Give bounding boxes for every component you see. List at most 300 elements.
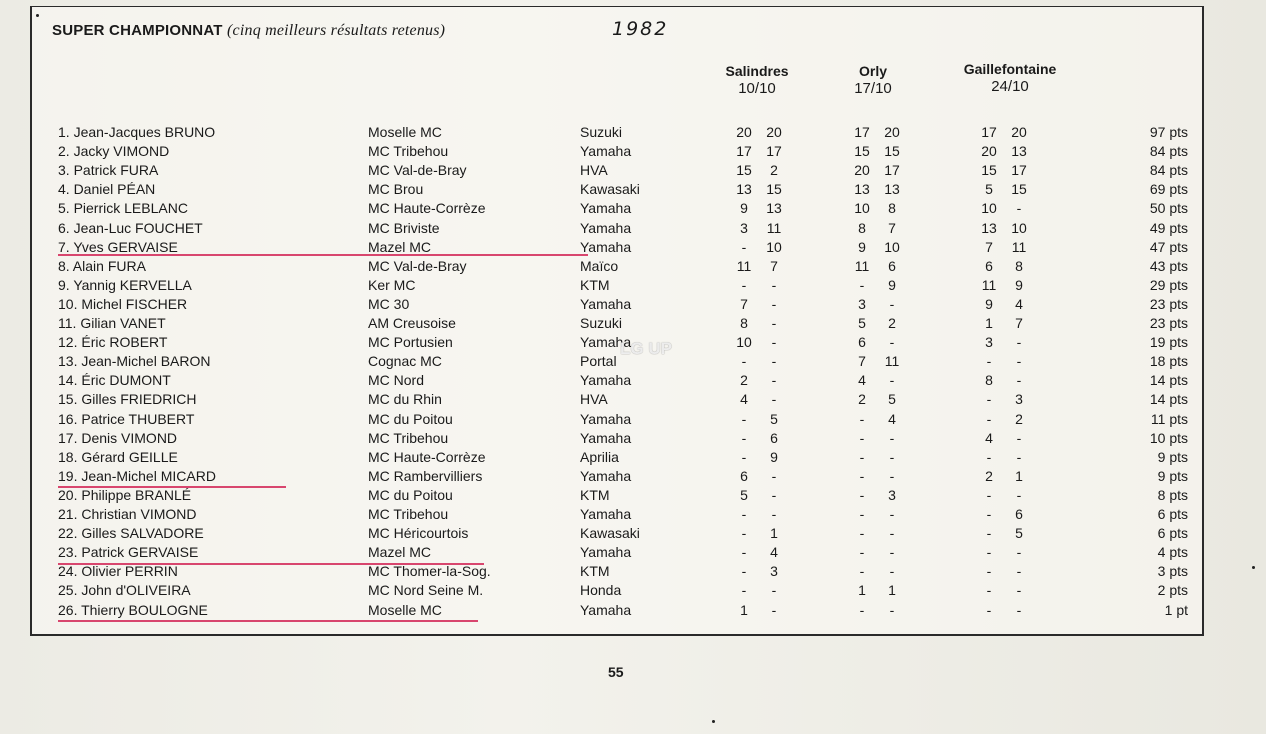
motorcycle-make: Yamaha — [580, 372, 632, 389]
table-row — [0, 220, 1266, 239]
total-points: 1 pt — [1164, 601, 1188, 618]
salindres-heat-1: - — [741, 525, 747, 542]
motorcycle-make: Yamaha — [580, 334, 632, 351]
club-name: Mazel MC — [368, 544, 432, 561]
salindres-heat-1: 11 — [736, 257, 752, 274]
total-points: 47 pts — [1149, 238, 1188, 255]
orly-heat-1: 1 — [858, 582, 866, 599]
salindres-heat-1: 8 — [740, 315, 748, 331]
highlight-underline — [58, 254, 588, 256]
orly-heat-1: 20 — [854, 162, 870, 179]
orly-heat-2: 2 — [888, 315, 896, 331]
motorcycle-make: Yamaha — [580, 410, 632, 427]
print-speck — [712, 720, 715, 723]
rider-name: 3. Patrick FURA — [58, 162, 159, 179]
salindres-heat-1: 13 — [736, 181, 752, 198]
salindres-heat-1: - — [741, 582, 747, 599]
rider-name: 1. Jean-Jacques BRUNO — [58, 124, 216, 140]
salindres-heat-2: 9 — [770, 448, 778, 465]
gaillefontaine-heat-2: 5 — [1015, 525, 1023, 542]
gaillefontaine-heat-2: 3 — [1015, 391, 1023, 408]
orly-heat-1: 5 — [858, 315, 866, 331]
salindres-heat-1: - — [741, 448, 747, 465]
gaillefontaine-heat-2: 20 — [1011, 124, 1027, 140]
club-name: MC Tribehou — [368, 506, 449, 522]
gaillefontaine-heat-2: 13 — [1011, 143, 1027, 160]
orly-heat-2: - — [889, 334, 895, 351]
orly-heat-1: 17 — [854, 124, 870, 140]
gaillefontaine-heat-2: 7 — [1015, 315, 1023, 331]
orly-heat-1: 2 — [858, 391, 866, 408]
total-points: 50 pts — [1149, 200, 1188, 217]
gaillefontaine-heat-1: - — [986, 448, 992, 465]
rider-name: 18. Gérard GEILLE — [58, 448, 178, 465]
table-row — [0, 411, 1266, 430]
salindres-heat-2: 3 — [770, 563, 778, 580]
rider-name: 17. Denis VIMOND — [58, 429, 178, 446]
club-name: MC Brou — [368, 181, 424, 198]
club-name: Mazel MC — [368, 238, 432, 255]
motorcycle-make: Yamaha — [580, 200, 632, 217]
orly-heat-2: - — [889, 448, 895, 465]
gaillefontaine-heat-1: 4 — [985, 429, 993, 446]
rider-name: 11. Gilian VANET — [58, 315, 166, 331]
orly-heat-2: 20 — [884, 124, 900, 140]
table-row — [0, 391, 1266, 410]
rider-name: 14. Éric DUMONT — [58, 372, 171, 389]
gaillefontaine-heat-2: - — [1016, 486, 1022, 503]
orly-heat-1: 4 — [858, 372, 866, 389]
orly-heat-1: - — [859, 467, 865, 484]
salindres-heat-2: 5 — [770, 410, 778, 427]
gaillefontaine-heat-2: - — [1016, 353, 1022, 370]
gaillefontaine-heat-1: - — [986, 353, 992, 370]
salindres-heat-1: 5 — [740, 486, 748, 503]
gaillefontaine-heat-1: - — [986, 563, 992, 580]
salindres-heat-1: 3 — [740, 219, 748, 236]
table-row — [0, 258, 1266, 277]
rider-name: 26. Thierry BOULOGNE — [58, 601, 208, 618]
total-points: 29 pts — [1149, 276, 1188, 293]
event-header-gaillefontaine — [950, 60, 1070, 96]
event-date: 17/10 — [854, 80, 892, 97]
salindres-heat-1: - — [741, 238, 747, 255]
rider-name: 6. Jean-Luc FOUCHET — [58, 219, 203, 236]
salindres-heat-1: - — [741, 276, 747, 293]
rider-name: 12. Éric ROBERT — [58, 334, 168, 351]
salindres-heat-2: - — [771, 391, 777, 408]
club-name: MC Haute-Corrèze — [368, 448, 486, 465]
motorcycle-make: Portal — [580, 353, 617, 370]
orly-heat-1: - — [859, 486, 865, 503]
club-name: MC Nord Seine M. — [368, 582, 484, 599]
gaillefontaine-heat-1: - — [986, 486, 992, 503]
table-row — [0, 602, 1266, 621]
club-name: Moselle MC — [368, 124, 442, 140]
salindres-heat-2: 17 — [766, 143, 782, 160]
gaillefontaine-heat-2: - — [1016, 200, 1022, 217]
orly-heat-1: 3 — [858, 295, 866, 312]
gaillefontaine-heat-1: 1 — [985, 315, 993, 331]
rider-name: 24. Olivier PERRIN — [58, 563, 178, 580]
orly-heat-2: - — [889, 506, 895, 522]
orly-heat-2: 1 — [888, 582, 896, 599]
event-header-salindres — [712, 62, 802, 98]
orly-heat-2: 17 — [884, 162, 900, 179]
club-name: MC Tribehou — [368, 429, 449, 446]
rider-name: 21. Christian VIMOND — [58, 506, 197, 522]
total-points: 4 pts — [1157, 544, 1188, 561]
salindres-heat-2: - — [771, 582, 777, 599]
rider-name: 20. Philippe BRANLÉ — [58, 486, 192, 503]
watermark-logo: LG UP — [620, 339, 672, 358]
total-points: 9 pts — [1157, 467, 1188, 484]
orly-heat-2: - — [889, 525, 895, 542]
salindres-heat-2: 6 — [770, 429, 778, 446]
total-points: 2 pts — [1157, 582, 1188, 599]
rider-name: 5. Pierrick LEBLANC — [58, 200, 188, 217]
salindres-heat-2: - — [771, 601, 777, 618]
print-speck — [1252, 566, 1255, 569]
motorcycle-make: Kawasaki — [580, 181, 640, 198]
gaillefontaine-heat-2: 2 — [1015, 410, 1023, 427]
gaillefontaine-heat-1: 6 — [985, 257, 993, 274]
table-row — [0, 277, 1266, 296]
orly-heat-2: 11 — [884, 353, 900, 370]
rider-name: 7. Yves GERVAISE — [58, 238, 178, 255]
club-name: Moselle MC — [368, 601, 442, 618]
table-row — [0, 449, 1266, 468]
orly-heat-1: 7 — [858, 353, 866, 370]
club-name: MC Rambervilliers — [368, 467, 483, 484]
gaillefontaine-heat-2: - — [1016, 544, 1022, 561]
salindres-heat-2: 7 — [770, 257, 778, 274]
title-subtitle: (cinq meilleurs résultats retenus) — [227, 22, 446, 39]
table-row — [0, 525, 1266, 544]
club-name: MC du Poitou — [368, 410, 453, 427]
salindres-heat-1: 7 — [740, 295, 748, 312]
salindres-heat-2: 4 — [770, 544, 778, 561]
salindres-heat-1: 20 — [736, 124, 752, 140]
table-row — [0, 506, 1266, 525]
table-row — [0, 582, 1266, 601]
motorcycle-make: Suzuki — [580, 315, 623, 331]
gaillefontaine-heat-1: - — [986, 582, 992, 599]
motorcycle-make: KTM — [580, 486, 610, 503]
total-points: 6 pts — [1157, 506, 1188, 522]
rider-name: 22. Gilles SALVADORE — [58, 525, 204, 542]
table-row — [0, 162, 1266, 181]
salindres-heat-1: 2 — [740, 372, 748, 389]
gaillefontaine-heat-1: 15 — [981, 162, 997, 179]
club-name: Ker MC — [368, 276, 416, 293]
gaillefontaine-heat-2: - — [1016, 582, 1022, 599]
event-date: 24/10 — [991, 78, 1029, 95]
motorcycle-make: Yamaha — [580, 219, 632, 236]
orly-heat-2: 6 — [888, 257, 896, 274]
salindres-heat-2: 1 — [770, 525, 778, 542]
salindres-heat-2: - — [771, 334, 777, 351]
rider-name: 23. Patrick GERVAISE — [58, 544, 199, 561]
motorcycle-make: Aprilia — [580, 448, 619, 465]
motorcycle-make: Suzuki — [580, 124, 623, 140]
orly-heat-1: - — [859, 410, 865, 427]
total-points: 49 pts — [1149, 219, 1188, 236]
motorcycle-make: Yamaha — [580, 238, 632, 255]
rider-name: 15. Gilles FRIEDRICH — [58, 391, 197, 408]
motorcycle-make: Yamaha — [580, 544, 632, 561]
total-points: 6 pts — [1157, 525, 1188, 542]
motorcycle-make: Yamaha — [580, 143, 632, 160]
gaillefontaine-heat-1: 8 — [985, 372, 993, 389]
motorcycle-make: Honda — [580, 582, 622, 599]
orly-heat-1: - — [859, 506, 865, 522]
table-row — [0, 124, 1266, 143]
orly-heat-1: 10 — [854, 200, 870, 217]
orly-heat-2: 13 — [884, 181, 900, 198]
club-name: MC Héricourtois — [368, 525, 469, 542]
salindres-heat-1: - — [741, 429, 747, 446]
table-row — [0, 200, 1266, 219]
gaillefontaine-heat-1: - — [986, 601, 992, 618]
salindres-heat-1: - — [741, 410, 747, 427]
orly-heat-2: - — [889, 563, 895, 580]
orly-heat-2: 4 — [888, 410, 896, 427]
orly-heat-1: 9 — [858, 238, 866, 255]
orly-heat-2: 9 — [888, 276, 896, 293]
gaillefontaine-heat-1: 3 — [985, 334, 993, 351]
salindres-heat-2: - — [771, 372, 777, 389]
total-points: 69 pts — [1149, 181, 1188, 198]
table-row — [0, 544, 1266, 563]
orly-heat-2: 5 — [888, 391, 896, 408]
rider-name: 9. Yannig KERVELLA — [58, 276, 192, 293]
club-name: MC Val-de-Bray — [368, 162, 467, 179]
event-header-orly — [838, 62, 908, 98]
total-points: 11 pts — [1150, 410, 1188, 427]
salindres-heat-2: 2 — [770, 162, 778, 179]
club-name: MC Nord — [368, 372, 425, 389]
gaillefontaine-heat-1: - — [986, 525, 992, 542]
total-points: 43 pts — [1149, 257, 1188, 274]
salindres-heat-2: 11 — [766, 219, 782, 236]
total-points: 10 pts — [1149, 429, 1188, 446]
salindres-heat-1: 1 — [740, 601, 748, 618]
total-points: 9 pts — [1157, 448, 1188, 465]
motorcycle-make: Yamaha — [580, 601, 632, 618]
total-points: 14 pts — [1149, 372, 1188, 389]
salindres-heat-1: - — [741, 544, 747, 561]
gaillefontaine-heat-2: - — [1016, 429, 1022, 446]
total-points: 14 pts — [1149, 391, 1188, 408]
orly-heat-1: 13 — [854, 181, 870, 198]
gaillefontaine-heat-1: 20 — [981, 143, 997, 160]
gaillefontaine-heat-2: 17 — [1011, 162, 1027, 179]
salindres-heat-1: 4 — [740, 391, 748, 408]
motorcycle-make: HVA — [580, 162, 608, 179]
gaillefontaine-heat-1: - — [986, 506, 992, 522]
table-row — [0, 487, 1266, 506]
club-name: MC Portusien — [368, 334, 453, 351]
gaillefontaine-heat-2: 9 — [1015, 276, 1023, 293]
total-points: 23 pts — [1149, 295, 1188, 312]
club-name: MC 30 — [368, 295, 410, 312]
salindres-heat-2: - — [771, 467, 777, 484]
gaillefontaine-heat-2: - — [1016, 601, 1022, 618]
gaillefontaine-heat-2: 1 — [1015, 467, 1023, 484]
table-row — [0, 143, 1266, 162]
salindres-heat-2: - — [771, 295, 777, 312]
gaillefontaine-heat-2: - — [1016, 448, 1022, 465]
salindres-heat-1: 10 — [736, 334, 752, 351]
table-row — [0, 430, 1266, 449]
salindres-heat-1: 9 — [740, 200, 748, 217]
orly-heat-1: 11 — [854, 257, 870, 274]
gaillefontaine-heat-1: 11 — [981, 276, 997, 293]
club-name: MC Tribehou — [368, 143, 449, 160]
orly-heat-2: - — [889, 601, 895, 618]
orly-heat-2: 8 — [888, 200, 896, 217]
total-points: 23 pts — [1149, 315, 1188, 331]
motorcycle-make: Kawasaki — [580, 525, 640, 542]
gaillefontaine-heat-1: 10 — [981, 200, 997, 217]
orly-heat-1: - — [859, 601, 865, 618]
club-name: MC du Rhin — [368, 391, 442, 408]
gaillefontaine-heat-2: - — [1016, 334, 1022, 351]
gaillefontaine-heat-1: - — [986, 391, 992, 408]
club-name: MC Thomer-la-Sog. — [368, 563, 491, 580]
salindres-heat-2: - — [771, 486, 777, 503]
gaillefontaine-heat-1: 5 — [985, 181, 993, 198]
gaillefontaine-heat-1: 7 — [985, 238, 993, 255]
highlight-underline — [58, 620, 478, 622]
salindres-heat-1: - — [741, 563, 747, 580]
salindres-heat-1: 17 — [736, 143, 752, 160]
orly-heat-2: - — [889, 544, 895, 561]
page-number: 55 — [608, 664, 624, 680]
salindres-heat-1: 15 — [736, 162, 752, 179]
gaillefontaine-heat-1: 2 — [985, 467, 993, 484]
orly-heat-2: 3 — [888, 486, 896, 503]
motorcycle-make: Yamaha — [580, 429, 632, 446]
rider-name: 2. Jacky VIMOND — [58, 143, 170, 160]
total-points: 8 pts — [1157, 486, 1188, 503]
orly-heat-1: - — [859, 525, 865, 542]
print-speck — [36, 14, 39, 17]
gaillefontaine-heat-2: - — [1016, 372, 1022, 389]
orly-heat-1: 6 — [858, 334, 866, 351]
table-row — [0, 315, 1266, 334]
highlight-underline — [58, 563, 484, 565]
motorcycle-make: Yamaha — [580, 506, 632, 522]
total-points: 97 pts — [1149, 124, 1188, 140]
handwritten-year: 1982 — [612, 18, 669, 40]
gaillefontaine-heat-1: - — [986, 410, 992, 427]
event-date: 10/10 — [738, 80, 776, 97]
rider-name: 13. Jean-Michel BARON — [58, 353, 211, 370]
club-name: AM Creusoise — [368, 315, 456, 331]
orly-heat-1: - — [859, 563, 865, 580]
event-name: Gaillefontaine — [963, 61, 1057, 77]
total-points: 84 pts — [1149, 162, 1188, 179]
title-main: SUPER CHAMPIONNAT — [52, 22, 223, 39]
table-row — [0, 296, 1266, 315]
salindres-heat-1: 6 — [740, 467, 748, 484]
orly-heat-1: - — [859, 276, 865, 293]
gaillefontaine-heat-1: 13 — [981, 219, 997, 236]
orly-heat-2: 7 — [888, 219, 896, 236]
gaillefontaine-heat-2: 4 — [1015, 295, 1023, 312]
page-title — [52, 22, 445, 40]
salindres-heat-1: - — [741, 353, 747, 370]
rider-name: 19. Jean-Michel MICARD — [58, 467, 216, 484]
event-name: Salindres — [725, 63, 789, 79]
total-points: 19 pts — [1149, 334, 1188, 351]
salindres-heat-2: 13 — [766, 200, 782, 217]
orly-heat-2: - — [889, 467, 895, 484]
total-points: 3 pts — [1157, 563, 1188, 580]
club-name: MC Briviste — [368, 219, 440, 236]
motorcycle-make: Yamaha — [580, 467, 632, 484]
motorcycle-make: KTM — [580, 563, 610, 580]
orly-heat-2: 15 — [884, 143, 900, 160]
salindres-heat-2: - — [771, 276, 777, 293]
event-name: Orly — [858, 63, 887, 79]
rider-name: 25. John d'OLIVEIRA — [58, 582, 191, 599]
salindres-heat-1: - — [741, 506, 747, 522]
gaillefontaine-heat-2: - — [1016, 563, 1022, 580]
orly-heat-2: - — [889, 429, 895, 446]
orly-heat-1: 8 — [858, 219, 866, 236]
gaillefontaine-heat-2: 6 — [1015, 506, 1023, 522]
club-name: MC du Poitou — [368, 486, 453, 503]
orly-heat-1: - — [859, 429, 865, 446]
table-row — [0, 468, 1266, 487]
motorcycle-make: Maïco — [580, 257, 619, 274]
orly-heat-1: 15 — [854, 143, 870, 160]
salindres-heat-2: 15 — [766, 181, 782, 198]
table-row — [0, 563, 1266, 582]
motorcycle-make: KTM — [580, 276, 610, 293]
salindres-heat-2: - — [771, 506, 777, 522]
orly-heat-2: 10 — [884, 238, 900, 255]
rider-name: 16. Patrice THUBERT — [58, 410, 195, 427]
gaillefontaine-heat-2: 11 — [1011, 238, 1027, 255]
rider-name: 4. Daniel PÉAN — [58, 181, 156, 198]
salindres-heat-2: 10 — [766, 238, 782, 255]
salindres-heat-2: - — [771, 315, 777, 331]
rider-name: 8. Alain FURA — [58, 257, 146, 274]
club-name: MC Haute-Corrèze — [368, 200, 486, 217]
total-points: 18 pts — [1149, 353, 1188, 370]
club-name: Cognac MC — [368, 353, 442, 370]
motorcycle-make: Yamaha — [580, 295, 632, 312]
rider-name: 10. Michel FISCHER — [58, 295, 188, 312]
salindres-heat-2: - — [771, 353, 777, 370]
salindres-heat-2: 20 — [766, 124, 782, 140]
gaillefontaine-heat-2: 10 — [1011, 219, 1027, 236]
club-name: MC Val-de-Bray — [368, 257, 467, 274]
gaillefontaine-heat-2: 15 — [1011, 181, 1027, 198]
gaillefontaine-heat-1: 9 — [985, 295, 993, 312]
motorcycle-make: HVA — [580, 391, 608, 408]
total-points: 84 pts — [1149, 143, 1188, 160]
gaillefontaine-heat-2: 8 — [1015, 257, 1023, 274]
orly-heat-1: - — [859, 448, 865, 465]
orly-heat-2: - — [889, 372, 895, 389]
gaillefontaine-heat-1: - — [986, 544, 992, 561]
gaillefontaine-heat-1: 17 — [981, 124, 997, 140]
